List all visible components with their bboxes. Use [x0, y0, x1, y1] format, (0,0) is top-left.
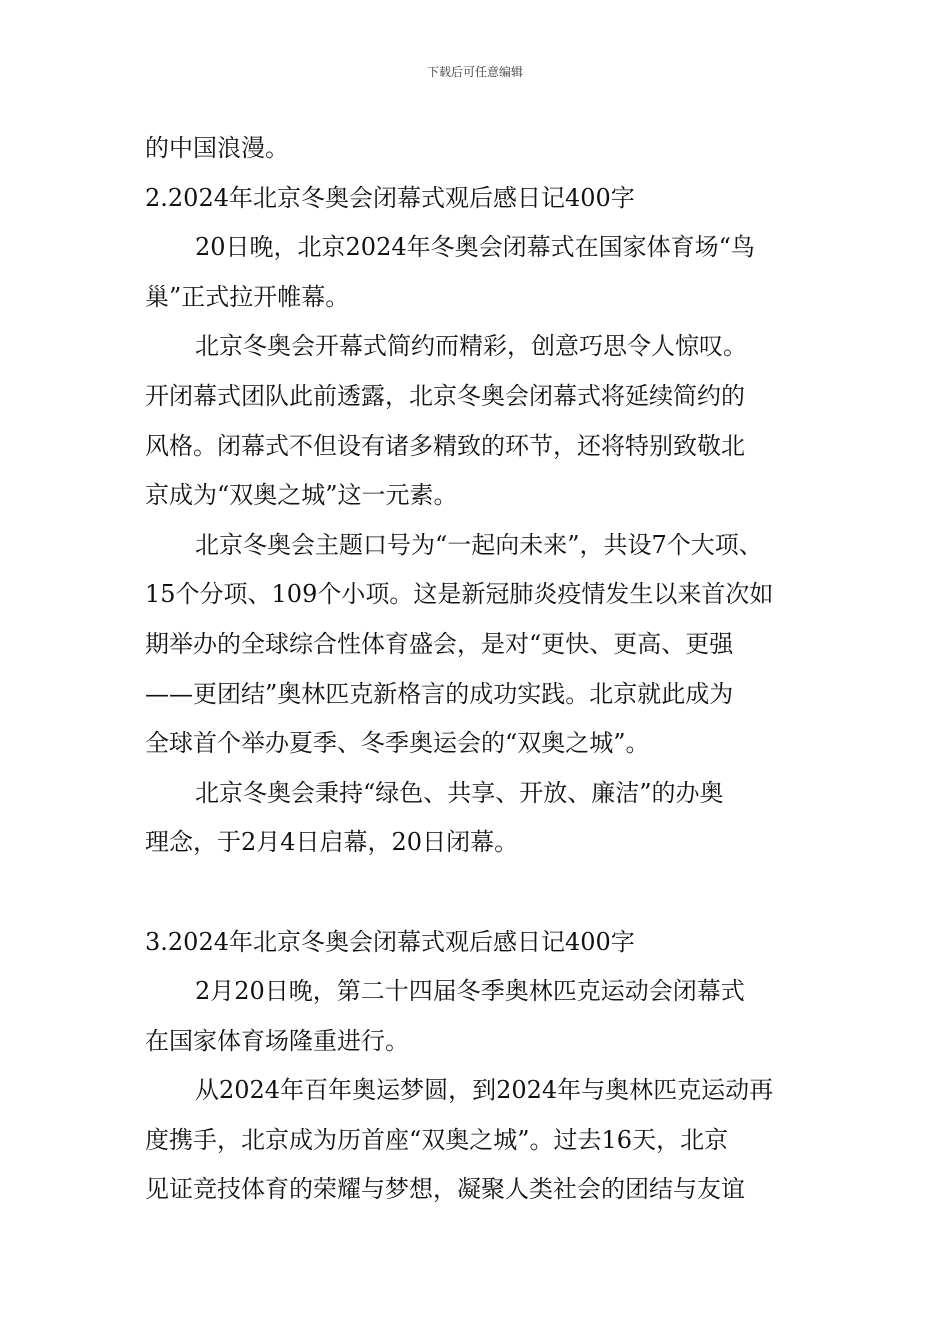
text-line: 在国家体育场隆重进行。 — [145, 1026, 409, 1055]
paragraph-line: 2月20日晚，第二十四届冬季奥林匹克运动会闭幕式 — [195, 977, 745, 1006]
text-line: 15个分项、109个小项。这是新冠肺炎疫情发生以来首次如 — [145, 580, 774, 609]
text-line: 风格。闭幕式不但设有诸多精致的环节，还将特别致敬北 — [145, 431, 745, 460]
document-body — [145, 124, 813, 1215]
text-line: ——更团结”奥林匹克新格言的成功实践。北京就此成为 — [145, 679, 734, 708]
text-line: 见证竞技体育的荣耀与梦想，凝聚人类社会的团结与友谊 — [145, 1175, 745, 1204]
text-line: 巢”正式拉开帷幕。 — [145, 282, 350, 311]
paragraph-line: 从2024年百年奥运梦圆，到2024年与奥林匹克运动再 — [195, 1076, 774, 1105]
paragraph-line: 20日晚，北京2024年冬奥会闭幕式在国家体育场“鸟 — [195, 233, 755, 262]
text-line: 理念，于2月4日启幕，20日闭幕。 — [145, 828, 519, 857]
text-line: 期举办的全球综合性体育盛会，是对“更快、更高、更强 — [145, 629, 734, 658]
paragraph-line: 北京冬奥会开幕式简约而精彩，创意巧思令人惊叹。 — [195, 332, 747, 361]
page-header: 下载后可任意编辑 — [426, 65, 523, 79]
section-heading: 3.2024年北京冬奥会闭幕式观后感日记400字 — [145, 927, 635, 956]
text-line: 开闭幕式团队此前透露，北京冬奥会闭幕式将延续简约的 — [145, 381, 745, 410]
text-line: 全球首个举办夏季、冬季奥运会的“双奥之城”。 — [145, 729, 650, 758]
text-line: 度携手，北京成为历首座“双奥之城”。过去16天，北京 — [145, 1125, 729, 1154]
paragraph-line: 北京冬奥会秉持“绿色、共享、开放、廉洁”的办奥 — [195, 778, 724, 807]
blank-line — [145, 868, 813, 918]
paragraph-line: 北京冬奥会主题口号为“一起向未来”，共设7个大项、 — [195, 530, 763, 559]
section-heading: 2.2024年北京冬奥会闭幕式观后感日记400字 — [145, 183, 635, 212]
text-line: 京成为“双奥之城”这一元素。 — [145, 481, 458, 510]
text-line: 的中国浪漫。 — [145, 134, 289, 162]
